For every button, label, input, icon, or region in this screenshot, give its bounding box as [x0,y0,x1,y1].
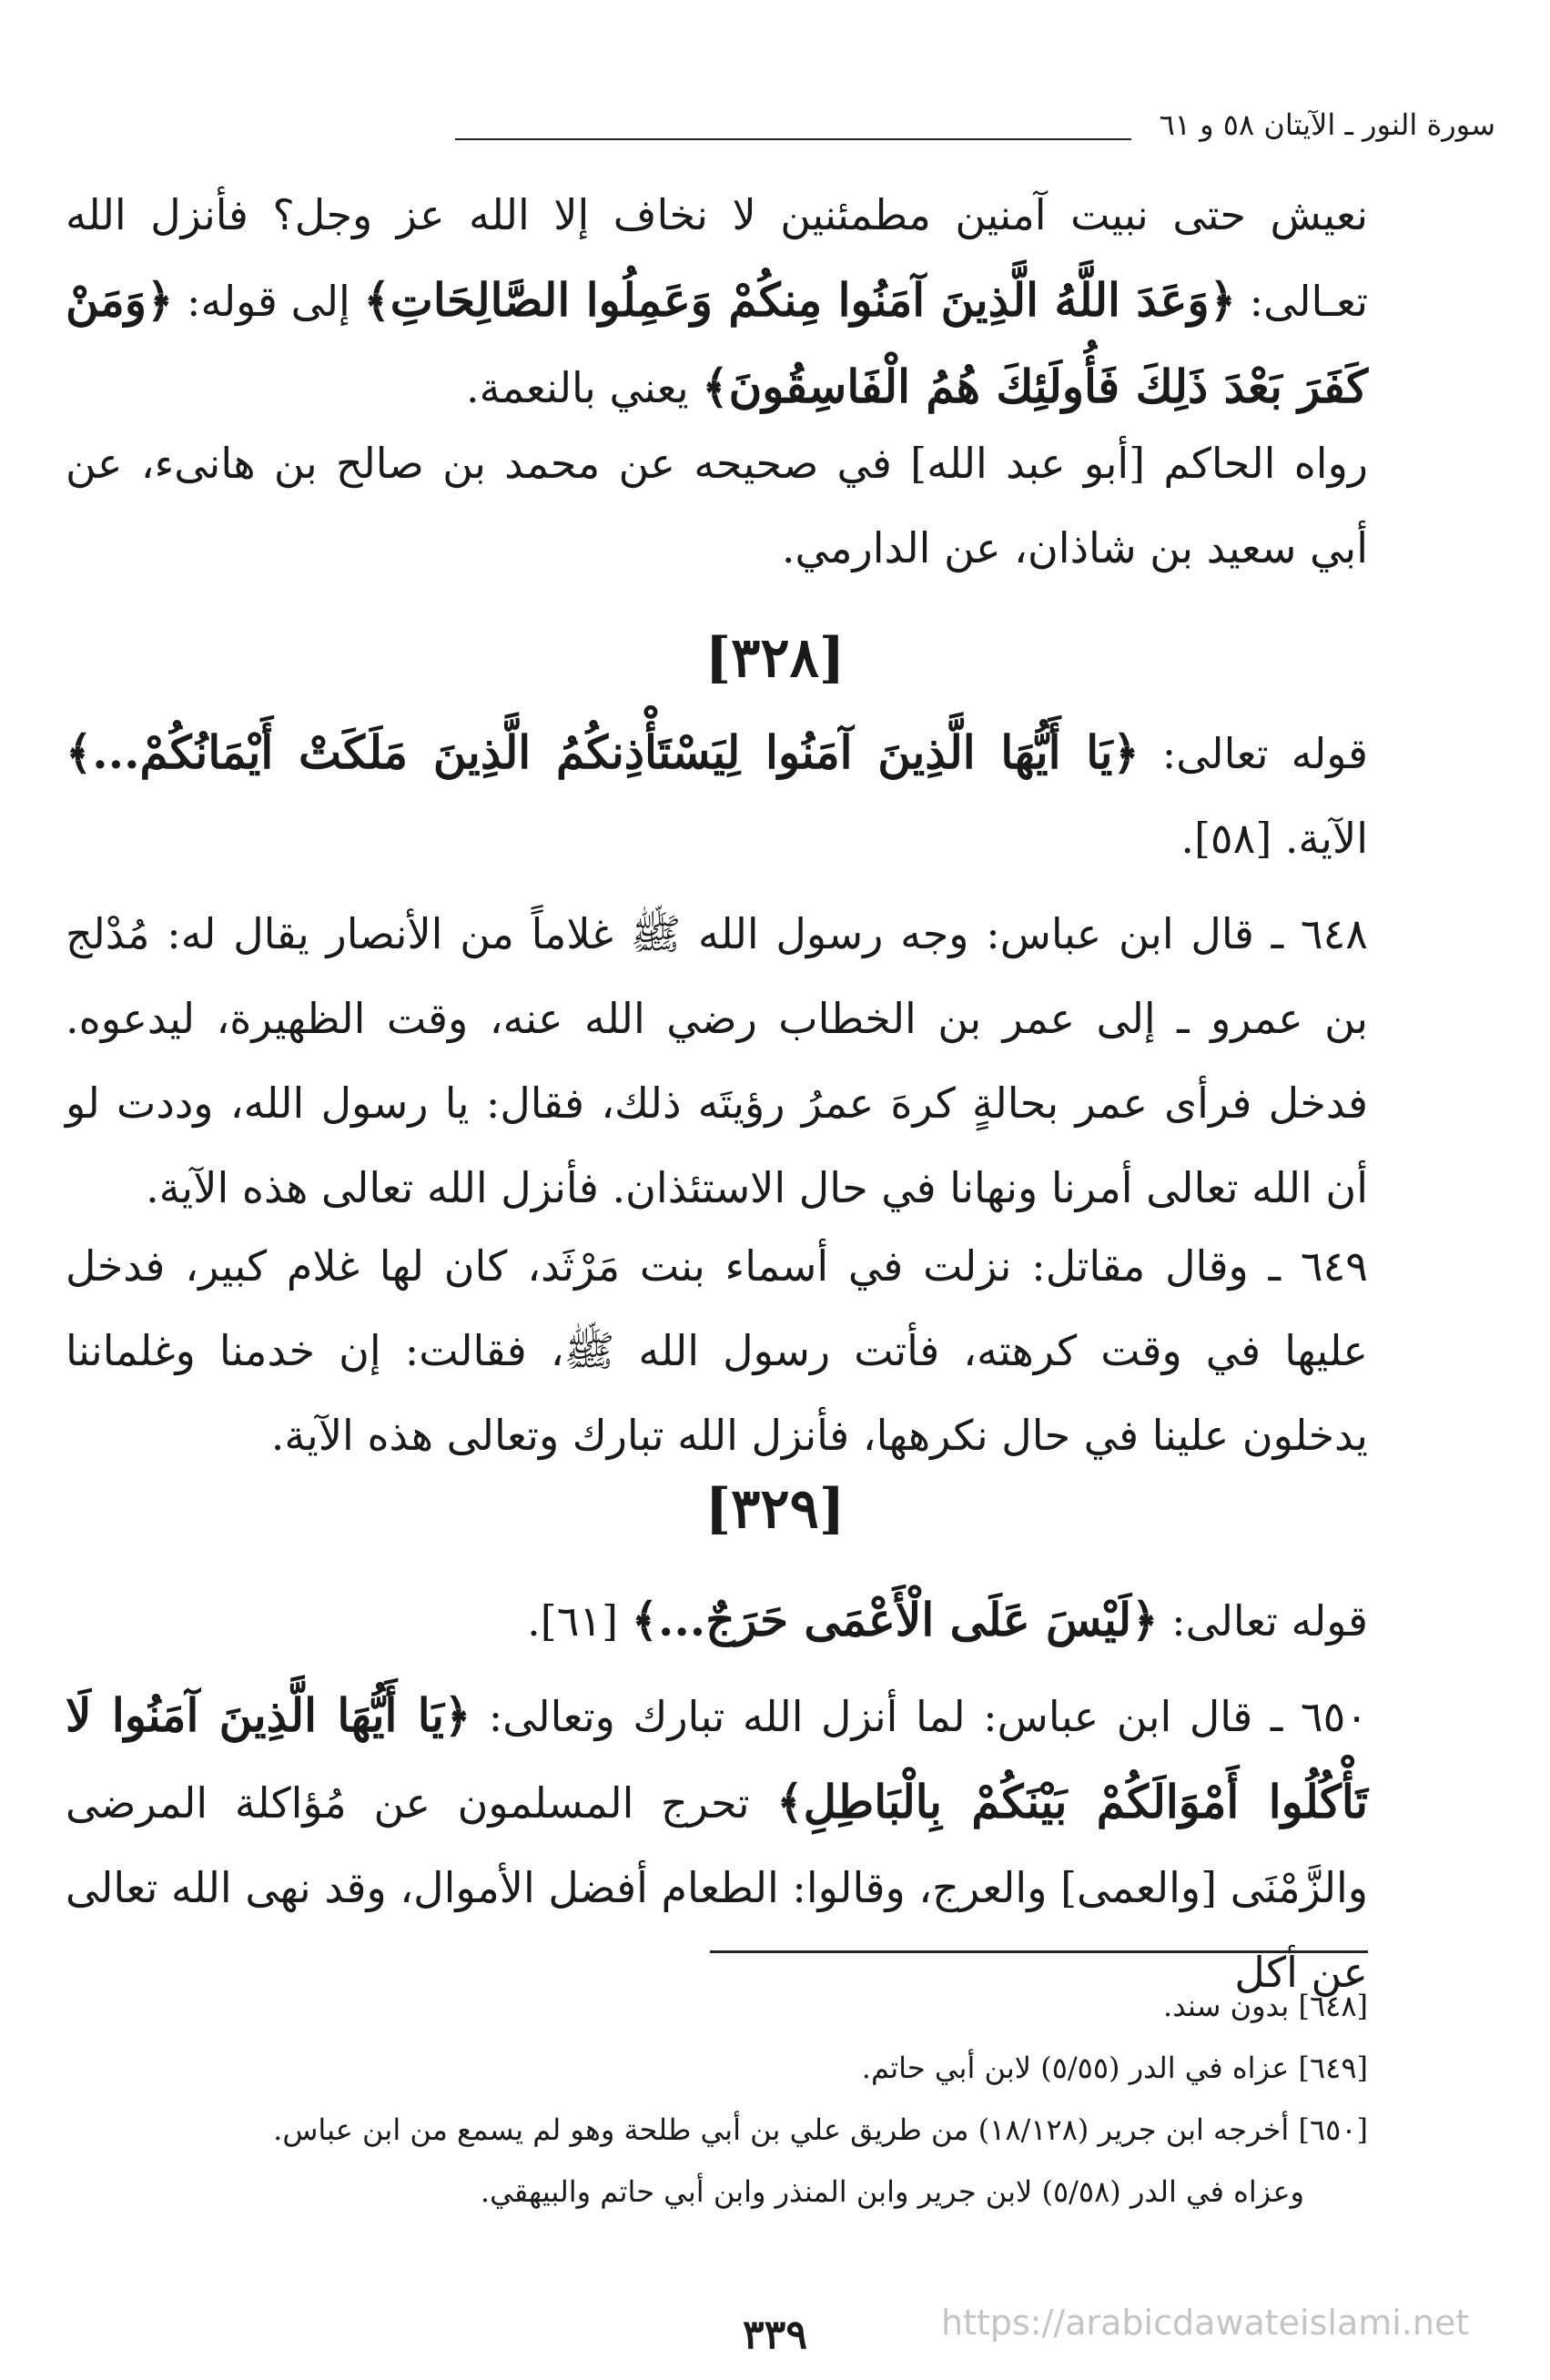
footnotes [66,1975,1368,2223]
footnote-650-continued: وعزاه في الدر (٥/٥٨) لابن جرير وابن المنذر وابن أبي حاتم والبيهقي. [480,2174,1304,2209]
verse-ref: [٦١]. [527,1596,632,1646]
watermark: https://arabicdawateislami.net [941,2303,1470,2343]
narration-649-text: ٦٤٩ ـ وقال مقاتل: نزلت في أسماء بنت مَرْثَد، كان لها غلام كبير، فدخل عليها في وقت كرهته، فأتت رسول الله ﷺ، فقالت: إن خدمنا وغلماننا يدخلون علينا في حال نكرهها، فأنزل الله تبارك وتعالى هذه الآية. [66,1241,1368,1460]
page-number: ٣٣٩ [743,2312,807,2358]
narration-650-rest: تحرج المسلمون عن مُؤاكلة المرضى والزَّمْنَى [والعمى] والعرج، وقالوا: الطعام أفضل الأموال، وقد نهى الله تعالى عن أكل [66,1778,1368,1997]
narration-649 [66,1224,1368,1478]
section-heading-328: [٣٢٨] [704,626,846,690]
verse-ref: الآية. [٥٨]. [1180,814,1368,863]
quran-quote: ﴿يَا أَيُّهَا الَّذِينَ آمَنُوا لِيَسْتَأْذِنكُمُ الَّذِينَ مَلَكَتْ أَيْمَانُكُمْ...﴾ [66,725,1140,779]
section-329-verse [66,1577,1368,1664]
header-title: سورة النور ـ الآيتان ٥٨ و ٦١ [1159,107,1495,142]
footnote-648: [٦٤٨] بدون سند. [1163,1989,1368,2023]
narration-650-start: ٦٥٠ ـ قال ابن عباس: لما أنزل الله تبارك وتعالى: [471,1692,1369,1741]
header-rule [455,138,1131,140]
section-328-verse [66,710,1368,881]
paragraph-hakim [66,421,1368,591]
running-header [455,107,1495,153]
para1-mid: إلى قوله: [173,277,364,326]
narration-648 [66,892,1368,1231]
para1-text: نعيش حتى نبيت آمنين مطمئنين لا نخاف إلا الله عز وجل؟ فأنزل الله تعـالى: [66,190,1368,326]
footnote-650: [٦٥٠] أخرجه ابن جرير (١٨/١٢٨) من طريق علي بن أبي طلحة وهو لم يسمع من ابن عباس. [273,2112,1368,2147]
section-heading-329: [٣٢٩] [704,1477,846,1541]
narration-648-text: ٦٤٨ ـ قال ابن عباس: وجه رسول الله ﷺ غلاماً من الأنصار يقال له: مُدْلج بن عمرو ـ إلى عمر بن الخطاب رضي الله عنه، وقت الظهيرة، ليدعوه. فدخل فرأى عمر بحالةٍ كرهَ عمرُ رؤيتَه ذلك، فقال: يا رسول الله، وددت لو أن الله تعالى أمرنا ونهانا في حال الاستئذان. فأنزل الله تعالى هذه الآية. [66,909,1368,1212]
quran-quote: ﴿يَا أَيُّهَا الَّذِينَ آمَنُوا لَا تَأْكُلُوا أَمْوَالَكُمْ بَيْنَكُمْ بِالْبَاطِلِ﴾ [66,1688,1368,1828]
quran-quote: ﴿وَعَدَ اللَّهُ الَّذِينَ آمَنُوا مِنكُمْ وَعَمِلُوا الصَّالِحَاتِ﴾ [363,273,1236,327]
footnote-rule [710,1950,1368,1953]
narration-650 [66,1673,1368,2015]
paragraph-continuation [66,173,1368,430]
para1-end: يعني بالنعمة. [466,363,703,412]
verse-intro: قوله تعالى: [1139,729,1368,778]
verse-intro: قوله تعالى: [1158,1596,1368,1646]
quran-quote: ﴿لَيْسَ عَلَى الْأَعْمَى حَرَجٌ...﴾ [631,1593,1159,1646]
para2-text: رواه الحاكم [أبو عبد الله] في صحيحه عن محمد بن صالح بن هانىء، عن أبي سعيد بن شاذان، عن الدارمي. [66,439,1368,572]
quran-quote: ﴿وَمَنْ كَفَرَ بَعْدَ ذَلِكَ فَأُولَئِكَ هُمُ الْفَاسِقُونَ﴾ [66,273,1368,413]
footnote-649: [٦٤٩] عزاه في الدر (٥/٥٥) لابن أبي حاتم. [861,2051,1368,2085]
